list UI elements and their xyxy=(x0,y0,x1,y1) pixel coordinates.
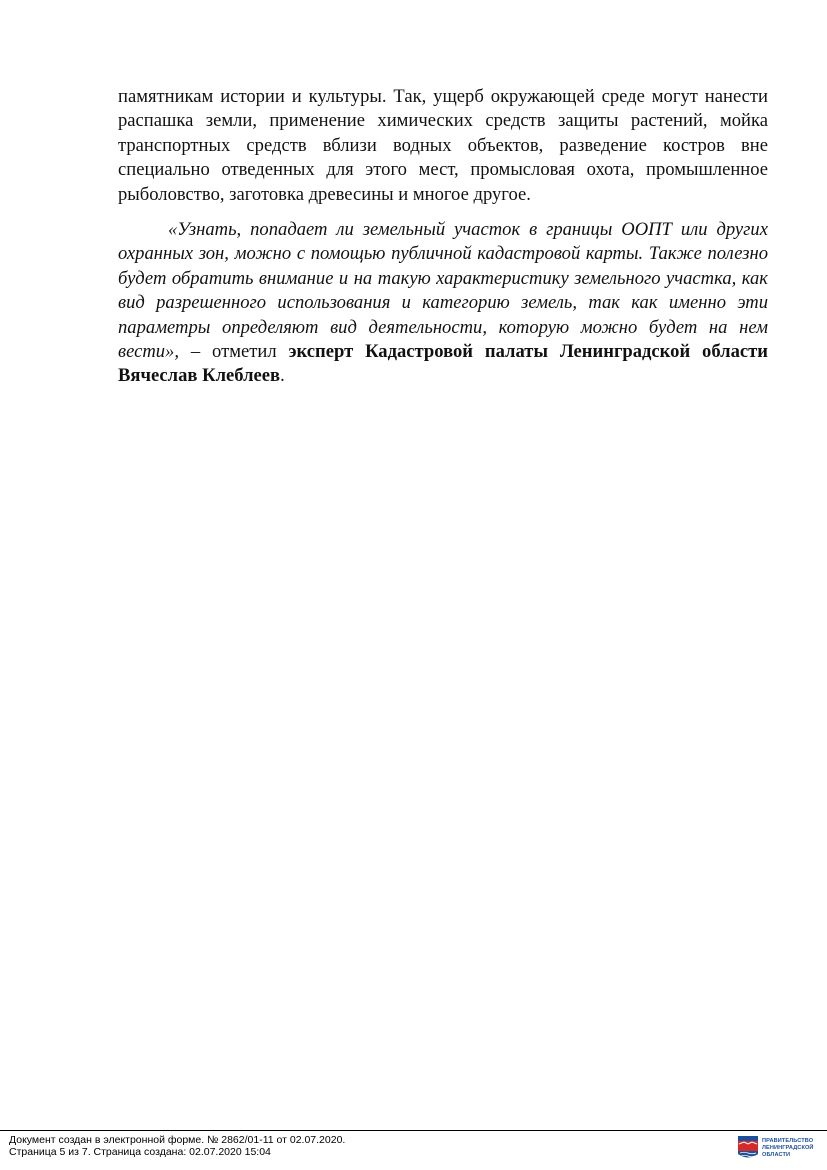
expert-attribution: эксперт Кадастровой палаты Ленинградской области Вячеслав Клеблеев xyxy=(118,341,768,387)
footer-document-info xyxy=(9,1135,345,1158)
government-logo xyxy=(738,1136,814,1160)
expert-quote: «Узнать, попадает ли земельный участок в границы ООПТ или других охранных зон, можно с помощью публичной кадастровой карты. Также полезно будет обратить внимание и на такую характеристику земельного участка, как вид разрешенного использования и категорию земель, так как именно эти параметры определяют вид деятельности, которую можно будет на нем вести», xyxy=(118,219,768,363)
logo-caption xyxy=(762,1138,814,1158)
footer-line-2: Страница 5 из 7. Страница создана: 02.07.2020 15:04 xyxy=(9,1145,271,1158)
paragraph-end: . xyxy=(280,365,285,387)
footer-line-1: Документ создан в электронной форме. № 2862/01-11 от 02.07.2020. xyxy=(9,1134,346,1146)
logo-caption-line-3: ОБЛАСТИ xyxy=(762,1151,791,1158)
coat-of-arms-icon xyxy=(738,1136,758,1160)
logo-caption-line-2: ЛЕНИНГРАДСКОЙ xyxy=(762,1144,814,1151)
quote-connector: – отметил xyxy=(179,341,289,363)
body-paragraph-2 xyxy=(118,218,768,389)
document-body xyxy=(118,85,768,389)
page-footer xyxy=(0,1130,827,1170)
body-paragraph-1: памятникам истории и культуры. Так, ущерб окружающей среде могут нанести распашка земли, применение химических средств защиты растений, мойка транспортных средств вблизи водных объектов, разведение костров вне специально отведенных для этого мест, промысловая охота, промышленное рыболовство, заготовка древесины и многое другое. xyxy=(118,86,768,205)
logo-caption-line-1: ПРАВИТЕЛЬСТВО xyxy=(762,1138,814,1144)
